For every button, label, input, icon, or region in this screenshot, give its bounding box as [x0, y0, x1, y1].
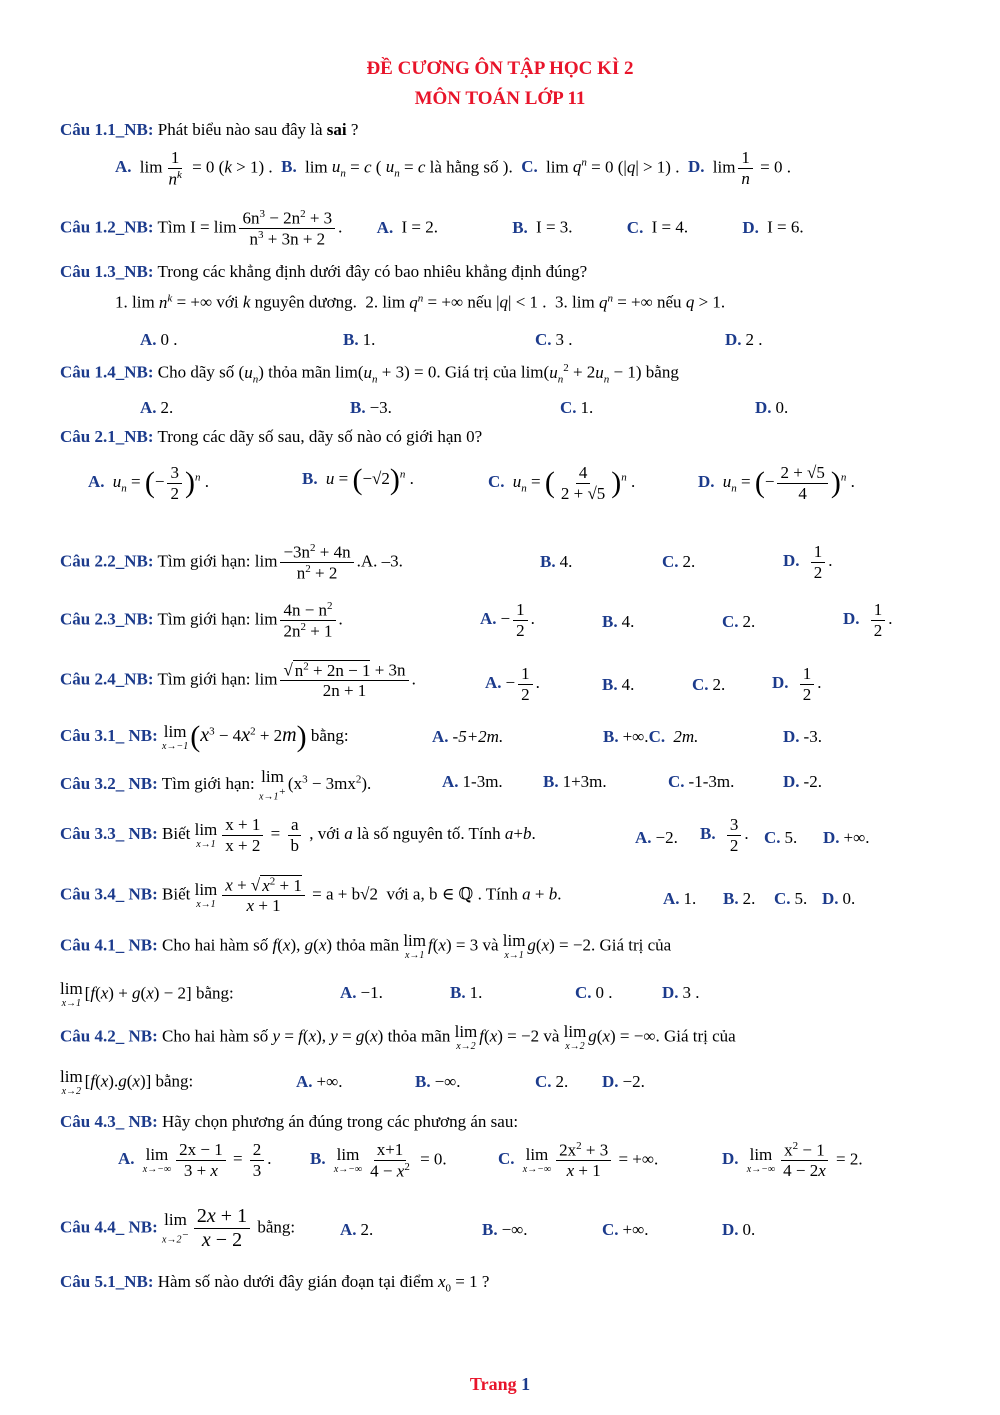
option-c: C. 2. — [692, 675, 726, 694]
option-a: A. −2. — [635, 828, 678, 847]
option-b: B. −3. — [350, 398, 392, 417]
option-c: C. 2. — [662, 552, 696, 571]
option-a: A. 2. — [140, 398, 174, 417]
option-c: C. 2. — [535, 1072, 569, 1091]
question-2-1: Câu 2.1_NB: Trong các dãy số sau, dãy số nào có giới hạn 0? — [60, 427, 483, 446]
option-d: D. $\frac{1}{2}$ . — [843, 600, 893, 640]
question-1-3-options: A. 0 . — [140, 330, 178, 349]
option-c: C. +∞. — [602, 1220, 649, 1239]
option-d: D. 3 . — [662, 983, 700, 1002]
option-d: D. +∞. — [823, 828, 870, 847]
question-1-3-statements: 1. $\lim n^k$ = +∞ với k nguyên dương. 2. $\lim q^n$ = +∞ nếu |q| < 1 . 3. $\lim q^n$ = +∞ nếu q > 1. — [115, 292, 726, 312]
document-title: ĐỀ CƯƠNG ÔN TẬP HỌC KÌ 2 — [366, 58, 634, 79]
page-footer — [0, 1374, 1000, 1395]
question-4-3: Câu 4.3_ NB: Hãy chọn phương án đúng trong các phương án sau: — [60, 1112, 519, 1131]
option-b: B. 2. — [723, 889, 756, 908]
option-a: A. 1. — [663, 889, 697, 908]
option-b: B. 4. — [540, 552, 573, 571]
question-1-3: Câu 1.3_NB: Trong các khẳng định dưới đây có bao nhiêu khẳng định đúng? — [60, 262, 588, 281]
page-label: Trang — [469, 1374, 517, 1394]
option-b: B. lim x→−∞ $\frac{x+1}{4 - x^2}$ = 0. — [310, 1140, 447, 1181]
option-d: D. $\frac{1}{2}$ . — [783, 542, 833, 582]
option-d: D. lim x→−∞ $\frac{x^2 - 1}{4 - 2x}$ = 2. — [722, 1140, 863, 1181]
option-a: A. − $\frac{1}{2}$ . — [480, 600, 535, 640]
option-d: D. 0. — [822, 889, 856, 908]
option-a: A. 2. — [340, 1220, 374, 1239]
question-2-4: Câu 2.4_NB: Tìm giới hạn: lim $\frac{√ n^2 + 2n - 1 + 3n}{2n + 1}$ . — [60, 660, 416, 701]
question-1-2: Câu 1.2_NB: Tìm I = lim $\frac{6n^3 - 2n^2 + 3}{n^3 + 3n + 2}$ . A. I = 2. B. I = 3. C. I = 4. D. I = 6. — [60, 208, 804, 249]
option-c: C. 5. — [774, 889, 808, 908]
option-a: A. -5+2m. — [432, 727, 504, 746]
option-b: B. +∞.C. 2m. — [603, 727, 699, 746]
option-c: C. $u_n$ = ( $\frac{4}{2 + √5}$ )$^n$ . — [488, 463, 636, 503]
question-1-1: Câu 1.1_NB: Phát biểu nào sau đây là sai ? — [60, 120, 359, 139]
question-3-4: Câu 3.4_ NB: Biết lim x→1 $\frac{x + √ x^2 + 1}{x + 1}$ = a + b√2 với a, b ∈ ℚ . Tính a + b. — [60, 875, 562, 916]
option-c: C. 5. — [764, 828, 798, 847]
option-d: D. $u_n$ = (− $\frac{2 + √5}{4}$ )$^n$ . — [698, 463, 855, 503]
option-d: D. -3. — [783, 727, 822, 746]
option-d: D. 2 . — [725, 330, 763, 349]
question-3-3: Câu 3.3_ NB: Biết lim x→1 $\frac{x + 1}{x + 2}$ = $\frac{a}{b}$ , với a là số nguyên tố. Tính a+b. — [60, 815, 536, 855]
option-b: B. $\frac{3}{2}$ . — [700, 815, 749, 855]
option-c: C. 3 . — [535, 330, 573, 349]
option-d: D. −2. — [602, 1072, 645, 1091]
option-a: A. $u_n$ = (− $\frac{3}{2}$ )$^n$ . — [88, 463, 209, 503]
option-d: D. 0. — [722, 1220, 756, 1239]
option-a: A. − $\frac{1}{2}$ . — [485, 664, 540, 704]
question-1-4: Câu 1.4_NB: Cho dãy số $(u_n)$ thỏa mãn $\lim(u_n + 3) = 0$. Giá trị của $\lim(u_n^2 + 2u_n - 1)$ bằng — [60, 362, 679, 386]
question-2-2: Câu 2.2_NB: Tìm giới hạn: lim $\frac{-3n^2 + 4n}{n^2 + 2}$ .A. –3. — [60, 542, 403, 583]
option-b: B. 4. — [602, 675, 635, 694]
question-5-1: Câu 5.1_NB: Hàm số nào dưới đây gián đoạn tại điểm $x_0 = 1$ ? — [60, 1272, 490, 1295]
option-b: B. $u = (-√2)^n$ . — [302, 463, 414, 496]
question-3-2: Câu 3.2_ NB: Tìm giới hạn: lim x→1+ $(x^3 - 3mx^2)$. — [60, 767, 372, 803]
option-c: C. 1. — [560, 398, 594, 417]
question-2-3: Câu 2.3_NB: Tìm giới hạn: lim $\frac{4n - n^2}{2n^2 + 1}$ . — [60, 600, 343, 641]
question-4-1: Câu 4.1_ NB: Cho hai hàm số f(x), g(x) thỏa mãn lim x→1 f(x) = 3 và lim x→1 g(x) = −2. Giá trị của — [60, 931, 672, 961]
option-b: B. −∞. — [415, 1072, 461, 1091]
option-b: B. 1+3m. — [543, 772, 607, 791]
option-a: A. +∞. — [296, 1072, 343, 1091]
option-a: A. −1. — [340, 983, 383, 1002]
option-c: C. lim x→−∞ $\frac{2x^2 + 3}{x + 1}$ = +∞. — [498, 1140, 659, 1181]
option-b: B. 4. — [602, 612, 635, 631]
option-c: C. 0 . — [575, 983, 613, 1002]
question-4-2: Câu 4.2_ NB: Cho hai hàm số y = f(x), y = g(x) thỏa mãn lim x→2 f(x) = −2 và lim x→2 g(x) = −∞. Giá trị của — [60, 1022, 736, 1052]
question-4-2-expr: lim x→2 [f(x).g(x)] bằng: — [60, 1067, 194, 1097]
question-3-1: Câu 3.1_ NB: lim x→−1 $(x^3 - 4x^2 + 2m)$ bằng: — [60, 720, 349, 753]
option-b: B. −∞. — [482, 1220, 528, 1239]
option-a: A. lim x→−∞ $\frac{2x - 1}{3 + x}$ = $\frac{2}{3}$ . — [118, 1140, 272, 1180]
option-b: B. 1. — [450, 983, 483, 1002]
option-d: D. 0. — [755, 398, 789, 417]
question-1-1-options: A. lim $\frac{1}{n^k}$ = 0 (k > 1) . B. $\lim u_n = c$ ( $u_n = c$ là hằng số ). C. $\lim q^n = 0$ (|q| > 1) . D. lim $\frac{1}{n}$ = 0 . — [115, 148, 792, 189]
question-4-1-expr: lim x→1 [f(x) + g(x) − 2] bằng: — [60, 979, 234, 1009]
option-a: A. 1-3m. — [442, 772, 503, 791]
document-subtitle: MÔN TOÁN LỚP 11 — [414, 88, 586, 109]
question-4-4: Câu 4.4_ NB: lim x→2− $\frac{2x + 1}{x - 2}$ bằng: — [60, 1205, 296, 1251]
option-c: C. -1-3m. — [668, 772, 735, 791]
option-d: D. -2. — [783, 772, 822, 791]
page-number: 1 — [521, 1374, 531, 1394]
option-d: D. $\frac{1}{2}$ . — [772, 664, 822, 704]
option-c: C. 2. — [722, 612, 756, 631]
option-b: B. 1. — [343, 330, 376, 349]
